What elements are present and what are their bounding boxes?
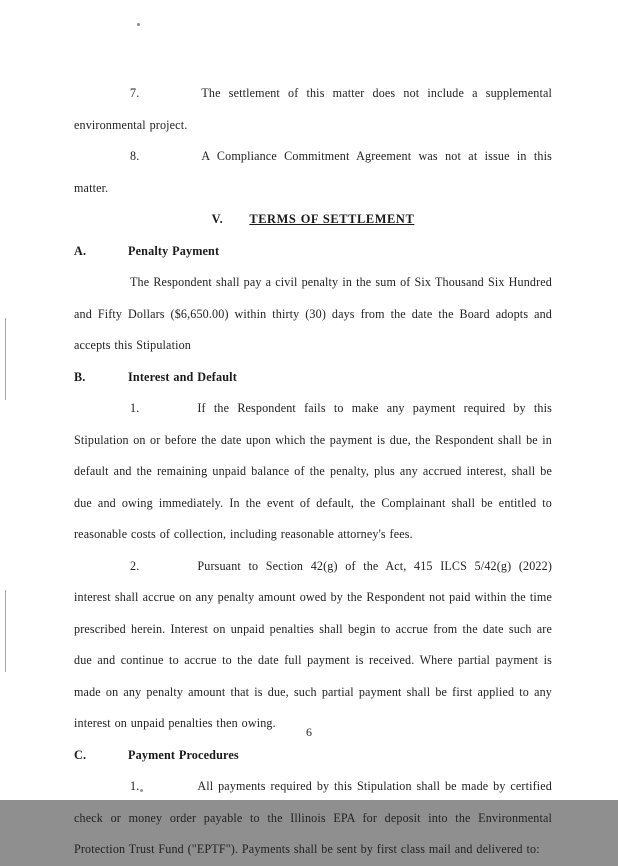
paragraph-c-1-number: 1. (130, 779, 140, 793)
heading-a (74, 236, 552, 268)
section-v-heading (74, 204, 552, 236)
page-number: 6 (306, 725, 312, 739)
paragraph-b-2-text: Pursuant to Section 42(g) of the Act, 415 ILCS 5/42(g) (2022) interest shall accrue on any penalty amount owed by the Respondent not paid within the time prescribed herein. Interest on unpaid penalties shall begin to accrue from the date such are due and continue to accrue to the date full payment is received. Where partial payment is made on any penalty amount that is due, such partial payment shall be first applied to any interest on unpaid penalties then owing. (74, 558, 552, 730)
scan-edge-mark-lower (5, 590, 6, 672)
heading-c (74, 740, 552, 772)
heading-a-letter: A. (74, 243, 87, 258)
document-body (74, 78, 552, 866)
paragraph-item-7 (74, 78, 552, 141)
paragraph-c-1 (74, 771, 552, 866)
heading-b-letter: B. (74, 369, 86, 384)
paragraph-b-1-number: 1. (130, 401, 140, 415)
item-number-8: 8. (130, 149, 140, 163)
paragraph-b-2 (74, 551, 552, 740)
section-title: TERMS OF SETTLEMENT (249, 212, 415, 226)
paragraph-b-1-text: If the Respondent fails to make any payment required by this Stipulation on or before the date upon which the payment is due, the Respondent shall be in default and the remaining unpaid balance of the penalty, plus any accrued interest, shall be due and owing immediately. In the event of default, the Complainant shall be entitled to reasonable costs of collection, including reasonable attorney's fees. (74, 401, 552, 541)
heading-b (74, 362, 552, 394)
heading-c-letter: C. (74, 747, 87, 762)
item-text-8: A Compliance Commitment Agreement was not at issue in this matter. (74, 149, 552, 195)
heading-b-title: Interest and Default (128, 369, 237, 384)
heading-a-title: Penalty Payment (128, 243, 220, 258)
paragraph-a-1 (74, 267, 552, 362)
scan-speck-top (137, 23, 140, 26)
item-number-7: 7. (130, 86, 140, 100)
heading-c-title: Payment Procedures (128, 747, 239, 762)
paragraph-b-1 (74, 393, 552, 551)
paragraph-b-2-number: 2. (130, 558, 140, 573)
scan-edge-mark-upper (5, 318, 6, 400)
paragraph-item-8 (74, 141, 552, 204)
paragraph-a-1-text: The Respondent shall pay a civil penalty in the sum of Six Thousand Six Hundred and Fifty Dollars ($6,650.00) within thirty (30) days from the date the Board adopts and accepts this Stipulation (74, 275, 552, 352)
section-roman-numeral: V. (211, 212, 224, 226)
item-text-7: The settlement of this matter does not include a supplemental environmental project. (74, 86, 552, 132)
paragraph-c-1-text: All payments required by this Stipulation shall be made by certified check or money order payable to the Illinois EPA for deposit into the Environmental Protection Trust Fund ("EPTF"). Payments shall be sent by first class mail and delivered to: (74, 779, 552, 856)
